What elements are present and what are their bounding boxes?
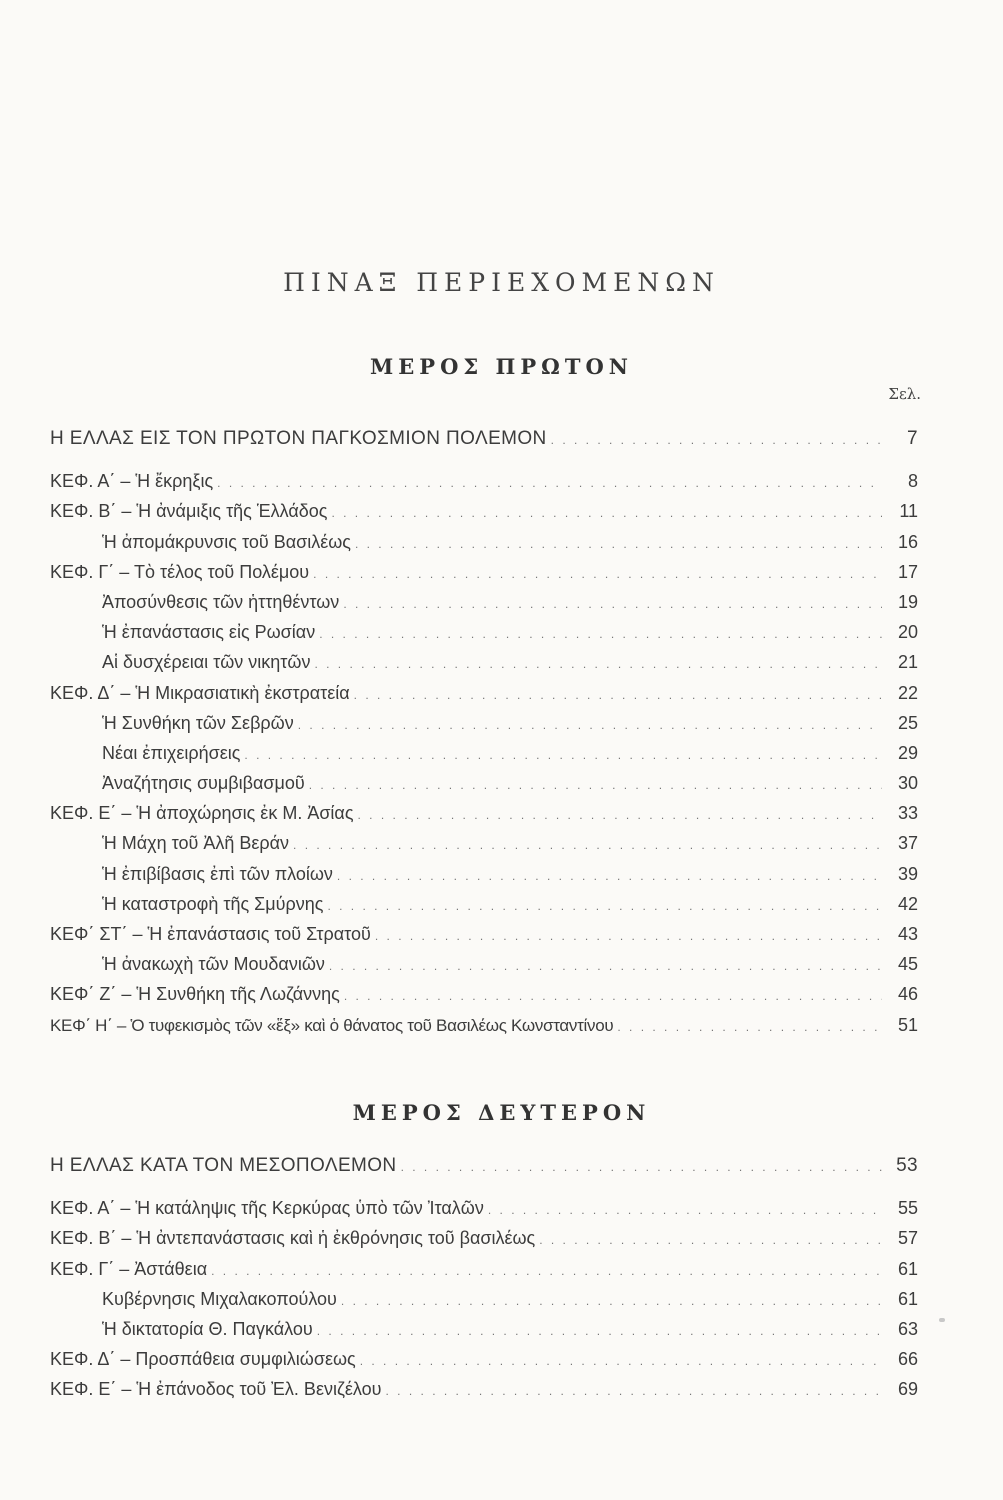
page-number: 33 bbox=[897, 803, 918, 824]
page-number: 16 bbox=[897, 531, 918, 552]
part-one-title: ΜΕΡΟΣ ΠΡΩΤΟΝ bbox=[370, 354, 633, 379]
page-number: 22 bbox=[897, 682, 918, 703]
page-number: 55 bbox=[897, 1198, 918, 1219]
page-number: 30 bbox=[897, 773, 918, 794]
page-number: 51 bbox=[897, 1014, 918, 1035]
page-number: 61 bbox=[897, 1288, 918, 1309]
toc-subsection-entry[interactable]: Ἡ δικτατορία Θ. Παγκάλου . . . 63 bbox=[50, 1314, 918, 1344]
toc-subsection-entry[interactable]: Ἡ ἐπιβίβασις ἐπὶ τῶν πλοίων . . . 39 bbox=[50, 859, 918, 889]
dot-leader bbox=[298, 710, 882, 740]
toc-chapter-entry[interactable]: ΚΕΦ. Ε΄ – Ἡ ἀποχώρησις ἐκ Μ. Ἀσίας . . . 33 bbox=[50, 798, 918, 828]
toc-section-heading[interactable]: Η ΕΛΛΑΣ ΚΑΤΑ ΤΟΝ ΜΕΣΟΠΟΛΕΜΟΝ . . . 53 bbox=[50, 1151, 918, 1181]
page-number: 43 bbox=[897, 924, 918, 944]
toc-chapter-entry[interactable]: ΚΕΦ. Γ΄ – Ἀστάθεια . . . 61 bbox=[50, 1254, 918, 1284]
dot-leader bbox=[327, 891, 882, 921]
toc-subsection-entry[interactable]: Ἡ Μάχη τοῦ Ἀλῆ Βεράν . . . 37 bbox=[50, 828, 918, 858]
dot-leader bbox=[375, 921, 882, 951]
page-number: 19 bbox=[897, 591, 918, 612]
page-number: 11 bbox=[899, 501, 918, 522]
dot-leader bbox=[329, 951, 882, 981]
toc-chapter-entry[interactable]: ΚΕΦ΄ Ζ΄ – Ἡ Συνθήκη τῆς Λωζάννης . . . 46 bbox=[50, 979, 918, 1009]
toc-subsection-entry[interactable]: Ἀναζήτησις συμβιβασμοῦ . . . 30 bbox=[50, 768, 918, 798]
paper-blemish bbox=[939, 1318, 945, 1322]
page-number: 17 bbox=[897, 561, 918, 582]
toc-subsection-entry[interactable]: Ἡ καταστροφὴ τῆς Σμύρνης . . . 42 bbox=[50, 889, 918, 919]
toc-subsection-entry[interactable]: Ἀποσύνθεσις τῶν ἡττηθέντων . . . 19 bbox=[50, 587, 918, 617]
part-two-title: ΜΕΡΟΣ ΔΕΥΤΕΡΟΝ bbox=[352, 1100, 651, 1125]
dot-leader bbox=[244, 740, 882, 770]
dot-leader bbox=[358, 800, 882, 830]
page-number: 37 bbox=[897, 833, 918, 854]
toc-subsection-entry[interactable]: Ἡ ἀνακωχὴ τῶν Μουδανιῶν . . . 45 bbox=[50, 949, 918, 979]
dot-leader bbox=[293, 830, 882, 860]
dot-leader bbox=[617, 1012, 882, 1042]
page-number: 63 bbox=[897, 1318, 918, 1339]
dot-leader bbox=[319, 619, 882, 649]
dot-leader bbox=[551, 425, 882, 455]
dot-leader bbox=[343, 589, 882, 619]
page-number: 42 bbox=[897, 893, 918, 914]
toc-chapter-entry[interactable]: ΚΕΦ. Β΄ – Ἡ ἀνάμιξις τῆς Ἑλλάδος . . . 11 bbox=[50, 496, 918, 526]
toc-chapter-entry[interactable]: ΚΕΦ΄ ΣΤ΄ – Ἡ ἐπανάστασις τοῦ Στρατοῦ . . . 43 bbox=[50, 919, 918, 949]
dot-leader bbox=[401, 1152, 882, 1182]
toc-chapter-entry[interactable]: ΚΕΦ. Α΄ – Ἡ κατάληψις τῆς Κερκύρας ὑπὸ τῶν Ἰταλῶν . . . 55 bbox=[50, 1193, 918, 1223]
page-number: 61 bbox=[897, 1258, 918, 1279]
page-number: 53 bbox=[896, 1155, 918, 1176]
toc-chapter-entry[interactable]: ΚΕΦ. Γ΄ – Τὸ τέλος τοῦ Πολέμου . . . 17 bbox=[50, 557, 918, 587]
part-two-toc bbox=[50, 1151, 918, 1405]
toc-chapter-entry[interactable]: ΚΕΦ. Α΄ – Ἡ ἔκρηξις . . . 8 bbox=[50, 466, 918, 496]
page-number: 7 bbox=[907, 428, 918, 449]
part-one-toc bbox=[50, 424, 918, 1040]
page-title: ΠΙΝΑΞ ΠΕΡΙΕΧΟΜΕΝΩΝ bbox=[283, 268, 720, 297]
dot-leader bbox=[317, 1316, 882, 1346]
page-number: 29 bbox=[897, 742, 918, 763]
dot-leader bbox=[313, 559, 882, 589]
page-number: 57 bbox=[897, 1228, 918, 1249]
dot-leader bbox=[488, 1195, 882, 1225]
page-number: 21 bbox=[897, 652, 918, 673]
page-number: 25 bbox=[897, 712, 918, 733]
dot-leader bbox=[344, 981, 882, 1011]
toc-chapter-entry[interactable]: ΚΕΦ. Β΄ – Ἡ ἀντεπανάστασις καὶ ἡ ἐκθρόνησις τοῦ βασιλέως . . . 57 bbox=[50, 1223, 918, 1253]
dot-leader bbox=[341, 1286, 882, 1316]
page-column-label: Σελ. bbox=[888, 385, 921, 403]
page-number: 46 bbox=[897, 984, 918, 1005]
page-number: 66 bbox=[897, 1349, 918, 1370]
toc-chapter-entry[interactable]: ΚΕΦ΄ Η΄ – Ὁ τυφεκισμὸς τῶν «ἕξ» καὶ ὁ θάνατος τοῦ Βασιλέως Κωνσταντίνου . . . 51 bbox=[50, 1010, 918, 1040]
toc-subsection-entry[interactable]: Ἡ ἀπομάκρυνσις τοῦ Βασιλέως . . . 16 bbox=[50, 527, 918, 557]
dot-leader bbox=[314, 649, 882, 679]
toc-chapter-entry[interactable]: ΚΕΦ. Δ΄ – Ἡ Μικρασιατικὴ ἐκστρατεία . . . 22 bbox=[50, 678, 918, 708]
toc-section-heading[interactable]: Η ΕΛΛΑΣ ΕΙΣ ΤΟΝ ΠΡΩΤΟΝ ΠΑΓΚΟΣΜΙΟΝ ΠΟΛΕΜΟΝ . . . 7 bbox=[50, 424, 918, 454]
toc-subsection-entry[interactable]: Ἡ ἐπανάστασις εἰς Ρωσίαν . . . 20 bbox=[50, 617, 918, 647]
dot-leader bbox=[217, 468, 882, 498]
dot-leader bbox=[331, 498, 882, 528]
dot-leader bbox=[309, 770, 882, 800]
page-number: 8 bbox=[907, 471, 918, 492]
page-number: 20 bbox=[897, 622, 918, 643]
dot-leader bbox=[354, 680, 882, 710]
toc-subsection-entry[interactable]: Νέαι ἐπιχειρήσεις . . . 29 bbox=[50, 738, 918, 768]
page-number: 39 bbox=[897, 863, 918, 884]
toc-subsection-entry[interactable]: Κυβέρνησις Μιχαλακοπούλου . . . 61 bbox=[50, 1284, 918, 1314]
toc-chapter-entry[interactable]: ΚΕΦ. Ε΄ – Ἡ ἐπάνοδος τοῦ Ἐλ. Βενιζέλου . . . 69 bbox=[50, 1374, 918, 1404]
toc-subsection-entry[interactable]: Ἡ Συνθήκη τῶν Σεβρῶν . . . 25 bbox=[50, 708, 918, 738]
dot-leader bbox=[539, 1225, 882, 1255]
toc-chapter-entry[interactable]: ΚΕΦ. Δ΄ – Προσπάθεια συμφιλιώσεως . . . 66 bbox=[50, 1344, 918, 1374]
page-number: 45 bbox=[897, 954, 918, 975]
dot-leader bbox=[386, 1376, 882, 1406]
page-number: 69 bbox=[897, 1379, 918, 1400]
dot-leader bbox=[337, 861, 882, 891]
dot-leader bbox=[355, 529, 882, 559]
dot-leader bbox=[360, 1346, 882, 1376]
dot-leader bbox=[211, 1256, 882, 1286]
toc-subsection-entry[interactable]: Αἱ δυσχέρειαι τῶν νικητῶν . . . 21 bbox=[50, 647, 918, 677]
